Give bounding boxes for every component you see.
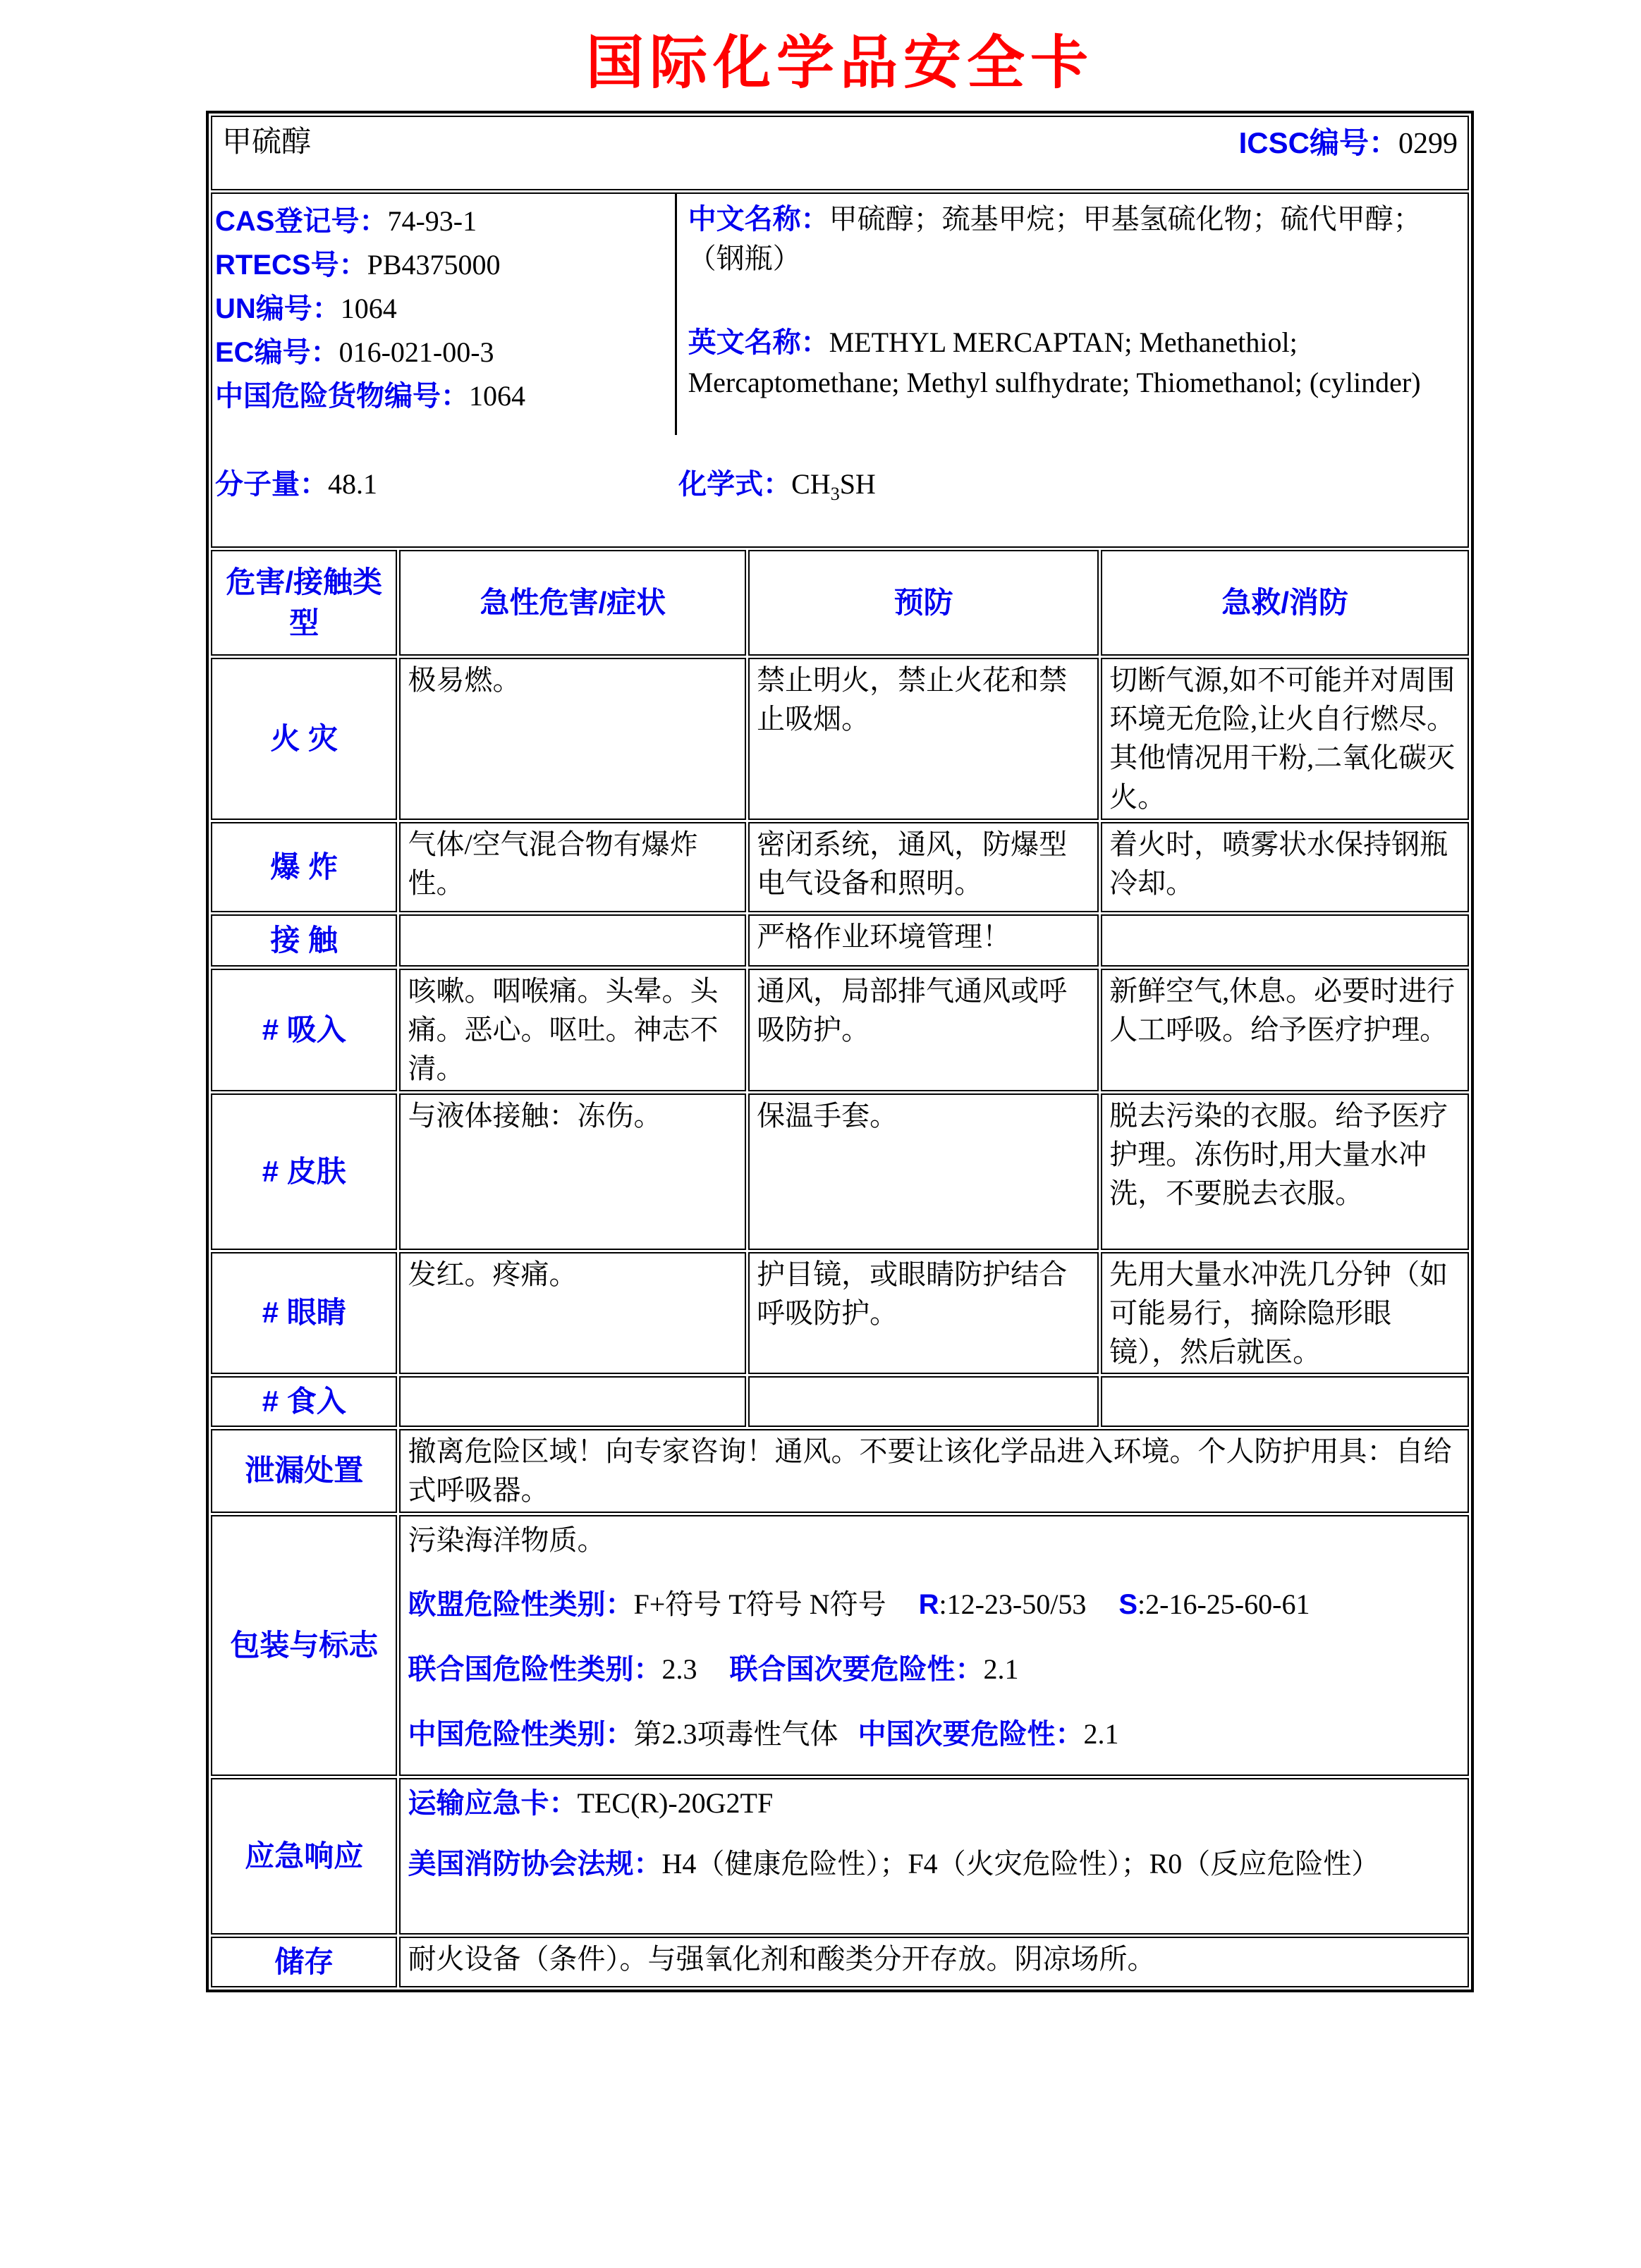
substance-header-cell [211,116,1469,190]
hazard-row-ingestion [211,1376,1469,1427]
packaging-row [211,1515,1469,1776]
nfpa-value: H4（健康危险性）；F4（火灾危险性）；R0（反应危险性） [661,1847,1380,1880]
cn-dg-value: 1064 [469,380,525,412]
rtecs-line [215,243,669,287]
un-subrisk-group [729,1653,1018,1685]
r-phrases-group [919,1588,1087,1620]
tec-value: TEC(R)-20G2TF [577,1786,774,1819]
registry-ids-block [212,194,677,435]
hazard-type-fire: 火 灾 [211,658,397,820]
chinese-names-label: 中文名称： [688,204,829,235]
hazard-row-fire [211,658,1469,820]
exposure-response [1101,914,1469,967]
r-phrases-label: R [918,1588,939,1620]
hazard-row-skin [211,1093,1469,1250]
hazard-row-eyes [211,1252,1469,1375]
cas-value: 74-93-1 [387,205,477,237]
skin-response: 脱去污染的衣服。给予医疗护理。冻伤时,用大量水冲洗，不要脱去衣服。 [1101,1093,1469,1250]
ingestion-symptoms [399,1376,746,1427]
tec-label: 运输应急卡： [408,1787,578,1819]
cas-label: CAS登记号： [215,206,388,237]
identification-row [211,192,1469,548]
molecular-line [212,435,1468,514]
formula-base: CH [791,468,831,500]
nfpa-label: 美国消防协会法规： [408,1848,662,1880]
ec-label: EC编号： [215,337,339,368]
ingestion-prevention [748,1376,1099,1427]
eyes-response: 先用大量水冲洗几分钟（如可能易行，摘除隐形眼镜），然后就医。 [1101,1252,1469,1375]
cn-subrisk-group [858,1718,1118,1750]
identification-cell [211,192,1469,548]
skin-prevention: 保温手套。 [748,1093,1099,1250]
page-title: 国际化学品安全卡 [585,31,1094,95]
s-phrases-label: S [1118,1588,1138,1620]
cn-dg-line [215,374,669,418]
un-subrisk-value: 2.1 [983,1653,1019,1685]
hazard-type-skin: # 皮肤 [211,1093,397,1250]
formula-subscript: 3 [830,484,840,504]
storage-row [211,1937,1469,1987]
hazard-header-response: 急救/消防 [1101,550,1469,656]
explosion-symptoms: 气体/空气混合物有爆炸性。 [399,822,746,912]
names-block [677,194,1468,435]
hazard-type-ingestion: # 食入 [211,1376,397,1427]
un-classification-line [408,1650,1460,1689]
english-names-value: METHYL MERCAPTAN; Methanethiol; Mercaptomethane; Methyl sulfhydrate; Thiomethanol; (cylinder) [688,326,1421,398]
un-value: 1064 [340,293,397,324]
exposure-prevention: 严格作业环境管理！ [748,914,1099,967]
icsc-number-group [1239,123,1458,165]
cn-class-value: 第2.3项毒性气体 [633,1718,838,1751]
spill-text: 撤离危险区域！向专家咨询！通风。不要让该化学品进入环境。个人防护用具：自给式呼吸器。 [399,1429,1469,1512]
storage-text: 耐火设备（条件）。与强氧化剂和酸类分开存放。阴凉场所。 [399,1937,1469,1987]
formula-label: 化学式： [678,469,792,500]
emergency-label: 应急响应 [211,1778,397,1935]
cn-subrisk-label: 中国次要危险性： [858,1719,1084,1751]
spill-row [211,1429,1469,1512]
storage-label: 储存 [211,1937,397,1987]
molecular-weight-group [215,465,678,507]
inhalation-response: 新鲜空气,休息。必要时进行人工呼吸。给予医疗护理。 [1101,969,1469,1091]
fire-symptoms: 极易燃。 [399,658,746,820]
hazard-type-inhalation: # 吸入 [211,969,397,1091]
un-line [215,287,669,331]
rtecs-value: PB4375000 [367,249,501,281]
cn-classification-line [408,1715,1460,1754]
s-phrases-group [1118,1588,1310,1620]
rtecs-label: RTECS号： [215,250,367,281]
eyes-prevention: 护目镜，或眼睛防护结合呼吸防护。 [748,1252,1099,1375]
explosion-response: 着火时，喷雾状水保持钢瓶冷却。 [1101,822,1469,912]
exposure-symptoms [399,914,746,967]
cn-dg-label: 中国危险货物编号： [215,381,469,412]
hazard-type-exposure: 接 触 [211,914,397,967]
un-class-value: 2.3 [661,1653,697,1685]
explosion-prevention: 密闭系统，通风，防爆型电气设备和照明。 [748,822,1099,912]
eu-classification-line [408,1585,1460,1624]
hazard-type-explosion: 爆 炸 [211,822,397,912]
formula-rest: SH [839,468,876,500]
cn-subrisk-value: 2.1 [1083,1718,1119,1751]
hazard-header-symptoms: 急性危害/症状 [399,550,746,656]
emergency-cell [399,1778,1469,1935]
icsc-number-label: ICSC编号： [1238,126,1398,159]
hazard-header-type: 危害/接触类型 [211,550,397,656]
fire-prevention: 禁止明火，禁止火花和禁止吸烟。 [748,658,1099,820]
hazard-row-exposure [211,914,1469,967]
hazard-header-row [211,550,1469,656]
hazard-type-eyes: # 眼睛 [211,1252,397,1375]
cn-class-label: 中国危险性类别： [408,1719,634,1751]
emergency-row [211,1778,1469,1935]
chinese-names-line [688,200,1462,278]
s-phrases-value: :2-16-25-60-61 [1137,1588,1310,1620]
icsc-card-table [206,111,1474,1992]
inhalation-prevention: 通风，局部排气通风或呼吸防护。 [748,969,1099,1091]
spill-label: 泄漏处置 [211,1429,397,1512]
icsc-number-value: 0299 [1398,128,1458,160]
un-class-label: 联合国危险性类别： [408,1653,662,1685]
molecular-weight-label: 分子量： [215,469,328,500]
fire-response: 切断气源,如不可能并对周围环境无危险,让火自行燃尽。其他情况用干粉,二氧化碳灭火。 [1101,658,1469,820]
eu-class-value: F+符号 T符号 N符号 [633,1588,886,1620]
hazard-row-inhalation [211,969,1469,1091]
hazard-header-prevention: 预防 [748,550,1099,656]
molecular-weight-value: 48.1 [328,468,377,500]
inhalation-symptoms: 咳嗽。咽喉痛。头晕。头痛。恶心。呕吐。神志不清。 [399,969,746,1091]
skin-symptoms: 与液体接触：冻伤。 [399,1093,746,1250]
un-subrisk-label: 联合国次要危险性： [729,1653,984,1685]
english-names-label: 英文名称： [688,327,829,359]
eyes-symptoms: 发红。疼痛。 [399,1252,746,1375]
un-label: UN编号： [215,293,341,324]
marine-pollutant-line: 污染海洋物质。 [408,1524,606,1556]
english-names-line [688,323,1462,401]
cas-line [215,200,669,243]
hazard-row-explosion [211,822,1469,912]
tec-line [408,1784,1460,1823]
r-phrases-value: :12-23-50/53 [939,1588,1087,1620]
chinese-names-value: 甲硫醇；巯基甲烷；甲基氢硫化物；硫代甲醇；（钢瓶） [688,203,1422,275]
substance-header-row [211,116,1469,190]
page [0,17,1641,2268]
substance-name: 甲硫醇 [222,126,312,159]
nfpa-line [408,1844,1460,1884]
formula-group [678,465,876,507]
packaging-label: 包装与标志 [211,1515,397,1776]
ingestion-response [1101,1376,1469,1427]
eu-class-label: 欧盟危险性类别： [408,1588,634,1620]
ec-value: 016-021-00-3 [338,336,494,368]
ec-line [215,331,669,374]
packaging-cell [399,1515,1469,1776]
